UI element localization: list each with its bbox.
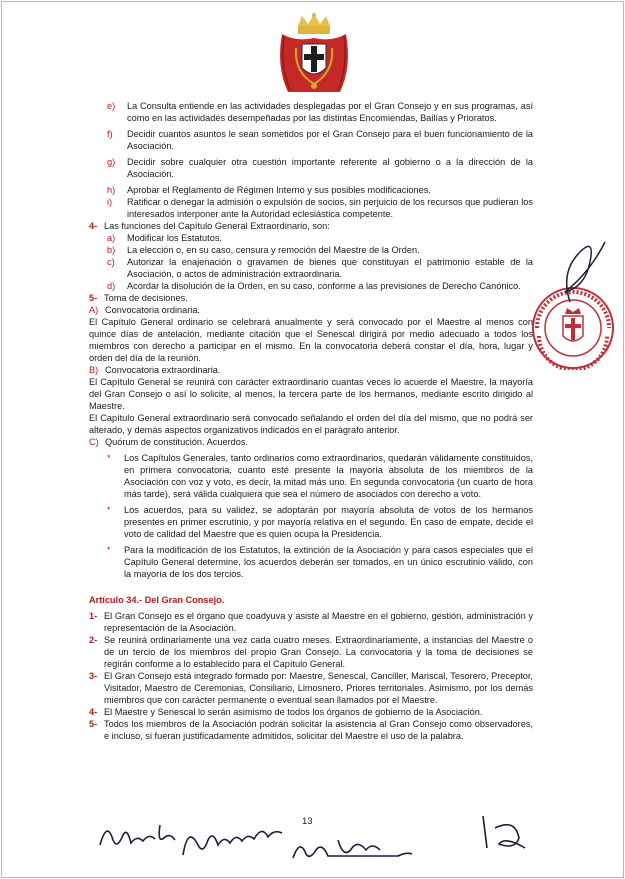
paragraph: El Capítulo General extraordinario será convocado señalando el orden del día del mismo, que no podrá ser alterado, y demás aspectos organizativos indicados en el parágrafo anterior.: [89, 413, 533, 435]
section-heading: A) Convocatoria ordinaria.: [89, 305, 200, 315]
list-item: d) Acordar la disolución de la Orden, en su caso, conforme a las previsiones de Derecho Canónico.: [107, 281, 521, 291]
handwritten-signature: [178, 815, 288, 865]
article-heading: Artículo 34.- Del Gran Consejo.: [89, 595, 225, 605]
paragraph: El Capítulo General se reunirá con carácter extraordinario cuantas veces lo acuerde el Maestre, la mayoría del Gran Consejo o así lo solicite, al menos, la tercera parte de los hermanos, mediante escrito dirigido al Maestre.: [89, 377, 533, 411]
section-heading: B) Convocatoria extraordinaria.: [89, 365, 221, 375]
bullet-item: * Los Capítulos Generales, tanto ordinarios como extraordinarios, quedarán válidamente constituidos, en primera convocatoria, cuanto esté presente la mayoría absoluta de los miembros de la Asociación con voz y voto, es decir, la mitad más uno. En segunda convocatoria (un cuarto de hora más tarde), será válida cualquiera que sea el número de asociados con derecho a voto.: [107, 453, 533, 499]
list-item: f) Decidir cuantos asuntos le sean sometidos por el Gran Consejo para el buen funcionamiento de la Asociación.: [107, 129, 533, 151]
numbered-point: 2- Se reunirá ordinariamente una vez cada cuatro meses. Extraordinariamente, a instancias del Maestre o de un tercio de los miembros del propio Gran Consejo. La convocatoria y la toma de decisiones se regirán conforme a lo establecido para el Capítulo General.: [89, 635, 533, 669]
handwritten-signature: [475, 808, 535, 858]
numbered-point: 5- Toma de decisiones.: [89, 293, 188, 303]
order-coat-of-arms: [274, 12, 354, 98]
list-item: c) Autorizar la enajenación o gravamen de bienes que constituyan el patrimonio estable de la Asociación, o actos de administración extraordinaria.: [107, 257, 533, 279]
list-item: g) Decidir sobre cualquier otra cuestión importante referente al gobierno o a la dirección de la Asociación.: [107, 157, 533, 179]
list-item: h) Aprobar el Reglamento de Régimen Interno y sus posibles modificaciones.: [107, 185, 431, 195]
numbered-point: 1- El Gran Consejo es el órgano que coadyuva y asiste al Maestre en el gobierno, gestión, administración y representación de la Asociación.: [89, 611, 533, 633]
paragraph: El Capítulo General ordinario se celebrará anualmente y será convocado por el Maestre al menos con quince días de antelación, mediante citación que el Senescal dirigirá por medio adecuado a todos los miembros con derecho a participar en el mismo. En la convocatoria deberá constar el día, hora, lugar y orden del día de la reunión.: [89, 317, 533, 363]
numbered-point: 5- Todos los miembros de la Asociación podrán solicitar la asistencia al Gran Consejo como observadores, e incluso, si fueran justificadamente admitidos, solicitar del Maestre el uso de la palabra.: [89, 719, 533, 741]
handwritten-signature: [95, 815, 185, 855]
page-number: 13: [302, 816, 313, 827]
bullet-item: * Los acuerdos, para su validez, se adoptarán por mayoría absoluta de votos de los hermanos presentes en primer escrutinio, y por mayoría relativa en el segundo. En caso de empate, decide el voto de calidad del Maestre que es quien ocupa la Presidencia.: [107, 505, 533, 539]
list-item: b) La elección o, en su caso, censura y remoción del Maestre de la Orden.: [107, 245, 420, 255]
list-item: e) La Consulta entiende en las actividades desplegadas por el Gran Consejo y en sus programas, así como en las actividades desempeñadas por las distintas Encomiendas, Bailías y Prioratos.: [107, 101, 533, 123]
handwritten-signature: [550, 232, 610, 312]
numbered-point: 4- Las funciones del Capítulo General Extraordinario, son:: [89, 221, 330, 231]
numbered-point: 4- El Maestre y Senescal lo serán asimismo de todos los órganos de gobierno de la Asociación.: [89, 707, 483, 717]
section-heading: C) Quórum de constitución. Acuerdos.: [89, 437, 248, 447]
list-item: a) Modificar los Estatutos.: [107, 233, 222, 243]
numbered-point: 3- El Gran Consejo está integrado formado por: Maestre, Senescal, Canciller, Mariscal, Tesorero, Preceptor, Visitador, Maestro de Ceremonias, Consiliario, Limosnero, Priores territoriales. Asimismo, por los demás miembros que con carácter permanente o eventual sean llamados por el Maestre.: [89, 671, 533, 705]
list-item: i) Ratificar o denegar la admisión o expulsión de socios, sin perjuicio de los recursos que pudieran los interesados interponer ante la Autoridad eclesiástica competente.: [107, 197, 534, 219]
handwritten-signature: [288, 830, 418, 868]
bullet-item: * Para la modificación de los Estatutos, la extinción de la Asociación y para casos especiales que el Capítulo General determine, los acuerdos deberán ser tomados, en un único escrutinio válido, con la mayoría de los dos tercios.: [107, 545, 533, 579]
document-body: [89, 100, 533, 742]
